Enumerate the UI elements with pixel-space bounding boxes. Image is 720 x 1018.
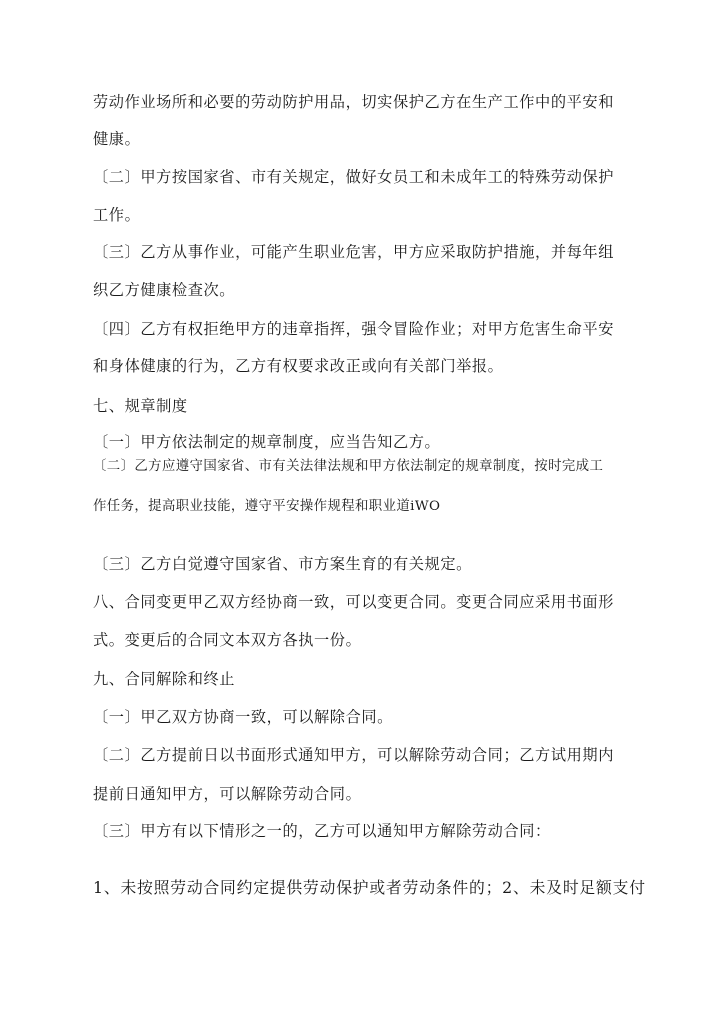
text-line: 〔四〕乙方有权拒绝甲方的违章指挥，强令冒险作业；对甲方危害生命平安 <box>93 320 614 338</box>
section-heading: 九、合同解除和终止 <box>93 670 236 688</box>
text-line: 〔三〕乙方从事作业，可能产生职业危害，甲方应采取防护措施，并每年组 <box>93 243 614 261</box>
section-heading: 七、规章制度 <box>93 397 188 415</box>
text-line: 八、合同变更甲乙双方经协商一致，可以变更合同。变更合同应采用书面形 <box>93 593 614 611</box>
text-line: 〔二〕甲方按国家省、市有关规定，做好女员工和未成年工的特殊劳动保护 <box>93 168 614 186</box>
text-line: 〔一〕甲乙双方协商一致，可以解除合同。 <box>93 708 393 726</box>
text-line: 和身体健康的行为，乙方有权要求改正或向有关部门举报。 <box>93 357 504 375</box>
text-line: 劳动作业场所和必要的劳动防护用品，切实保护乙方在生产工作中的平安和 <box>93 93 614 111</box>
text-line: 作任务，提高职业技能，遵守平安操作规程和职业道iWO <box>93 499 441 514</box>
text-line: 〔二〕乙方提前日以书面形式通知甲方，可以解除劳动合同；乙方试用期内 <box>93 746 614 764</box>
text-line: 工作。 <box>93 206 141 224</box>
text-line: 1、未按照劳动合同约定提供劳动保护或者劳动条件的；2、未及时足额支付 <box>93 878 646 897</box>
text-line: 提前日通知甲方，可以解除劳动合同。 <box>93 785 362 803</box>
text-line: 〔一〕甲方依法制定的规章制度，应当告知乙方。 <box>93 433 441 451</box>
text-line: 〔二〕乙方应遵守国家省、市有关法律法规和甲方依法制定的规章制度，按时完成工 <box>93 459 604 474</box>
text-line: 〔三〕乙方白觉遵守国家省、市方案生育的有关规定。 <box>93 555 472 573</box>
text-line: 健康。 <box>93 130 141 148</box>
text-line: 织乙方健康检查次。 <box>93 281 236 299</box>
text-line: 式。变更后的合同文本双方各执一份。 <box>93 631 362 649</box>
text-line: 〔三〕甲方有以下情形之一的，乙方可以通知甲方解除劳动合同： <box>93 822 551 840</box>
